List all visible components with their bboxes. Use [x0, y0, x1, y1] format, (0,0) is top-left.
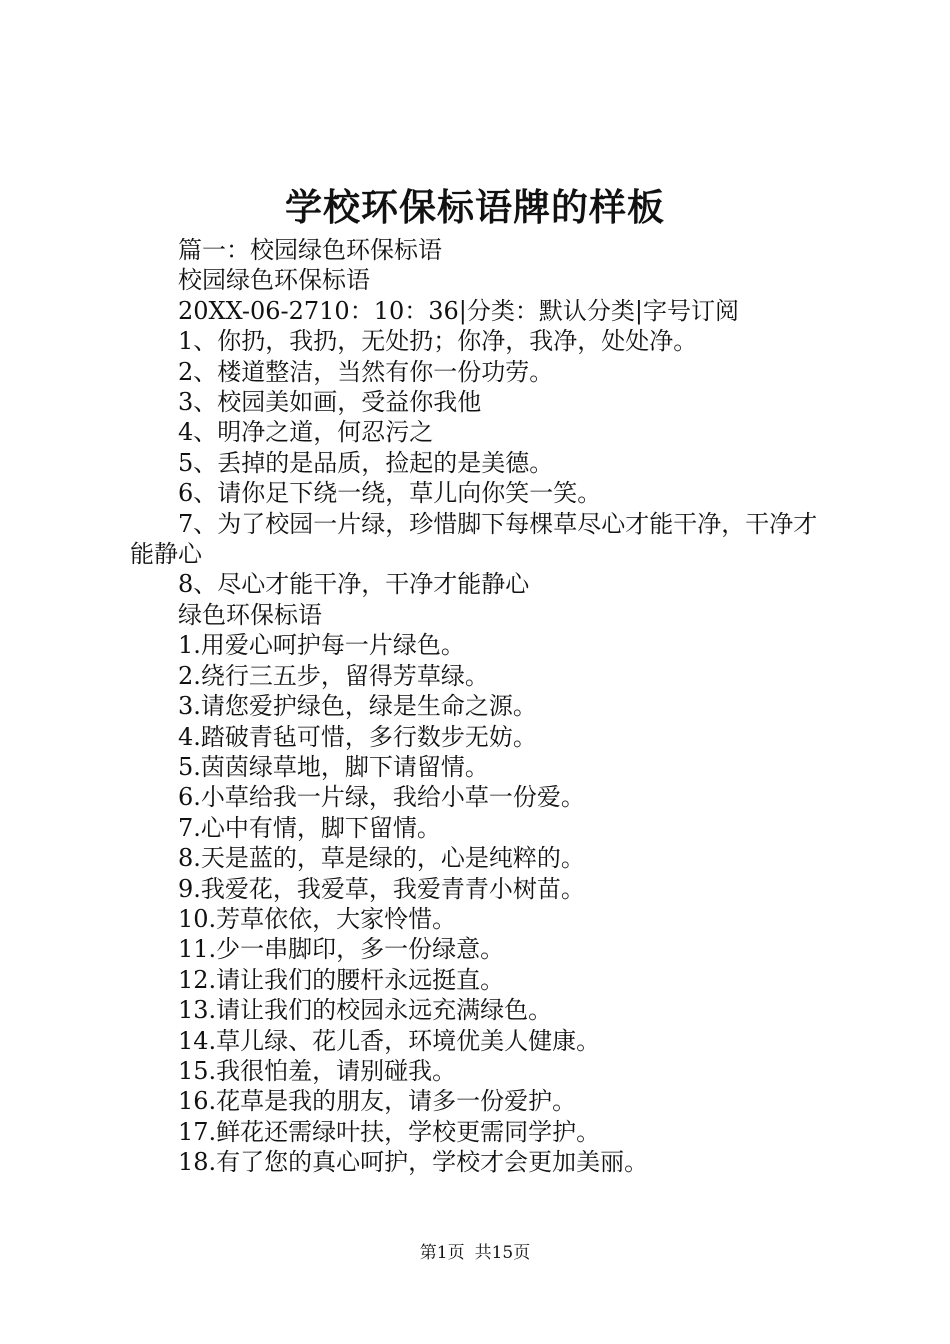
section-heading: 篇一：校园绿色环保标语 — [178, 236, 442, 264]
slogan-line: 16.花草是我的朋友，请多一份爱护。 — [178, 1087, 577, 1116]
slogan-line: 10.芳草依依，大家怜惜。 — [178, 904, 457, 933]
slogan-line: 8、尽心才能干净，干净才能静心 — [178, 570, 530, 599]
slogan-line: 7.心中有情，脚下留情。 — [178, 813, 441, 842]
slogan-line: 12.请让我们的腰杆永远挺直。 — [178, 965, 505, 994]
post-meta: 20XX-06-2710：10：36|分类：默认分类|字号订阅 — [178, 296, 739, 325]
slogan-line: 13.请让我们的校园永远充满绿色。 — [178, 996, 553, 1025]
slogan-line: 1、你扔，我扔，无处扔；你净，我净，处处净。 — [178, 327, 698, 356]
slogan-line: 3、校园美如画，受益你我他 — [178, 388, 482, 417]
page-footer — [0, 1241, 950, 1265]
slogan-line: 7、为了校园一片绿，珍惜脚下每棵草尽心才能干净，干净才能静心 — [130, 509, 818, 569]
page-total: 共15页 — [474, 1243, 531, 1263]
page-title: 学校环保标语牌的样板 — [285, 185, 665, 229]
slogan-line: 14.草儿绿、花儿香，环境优美人健康。 — [178, 1026, 601, 1055]
slogan-line: 11.少一串脚印，多一份绿意。 — [178, 935, 505, 964]
slogan-line: 2、楼道整洁，当然有你一份功劳。 — [178, 357, 554, 386]
slogan-line: 6、请你足下绕一绕，草儿向你笑一笑。 — [178, 479, 602, 508]
slogan-line: 9.我爱花，我爱草，我爱青青小树苗。 — [178, 874, 585, 903]
slogan-line: 4.踏破青毡可惜，多行数步无妨。 — [178, 722, 537, 751]
document-body — [130, 235, 840, 1178]
slogan-line: 3.请您爱护绿色，绿是生命之源。 — [178, 692, 537, 721]
subheading: 校园绿色环保标语 — [178, 266, 370, 295]
slogan-line: 8.天是蓝的，草是绿的，心是纯粹的。 — [178, 844, 585, 873]
slogan-line: 5.茵茵绿草地，脚下请留情。 — [178, 752, 489, 781]
slogan-line: 2.绕行三五步，留得芳草绿。 — [178, 661, 489, 690]
slogan-line: 6.小草给我一片绿，我给小草一份爱。 — [178, 783, 585, 812]
slogan-line: 4、明净之道，何忍污之 — [178, 418, 434, 447]
slogan-line: 5、丢掉的是品质，捡起的是美德。 — [178, 448, 554, 477]
page-number: 第1页 — [419, 1243, 465, 1263]
slogan-line: 15.我很怕羞，请别碰我。 — [178, 1056, 457, 1085]
slogan-line: 18.有了您的真心呵护，学校才会更加美丽。 — [178, 1148, 649, 1177]
subheading: 绿色环保标语 — [178, 600, 322, 629]
slogan-line: 17.鲜花还需绿叶扶，学校更需同学护。 — [178, 1117, 601, 1146]
slogan-line: 1.用爱心呵护每一片绿色。 — [178, 631, 465, 660]
